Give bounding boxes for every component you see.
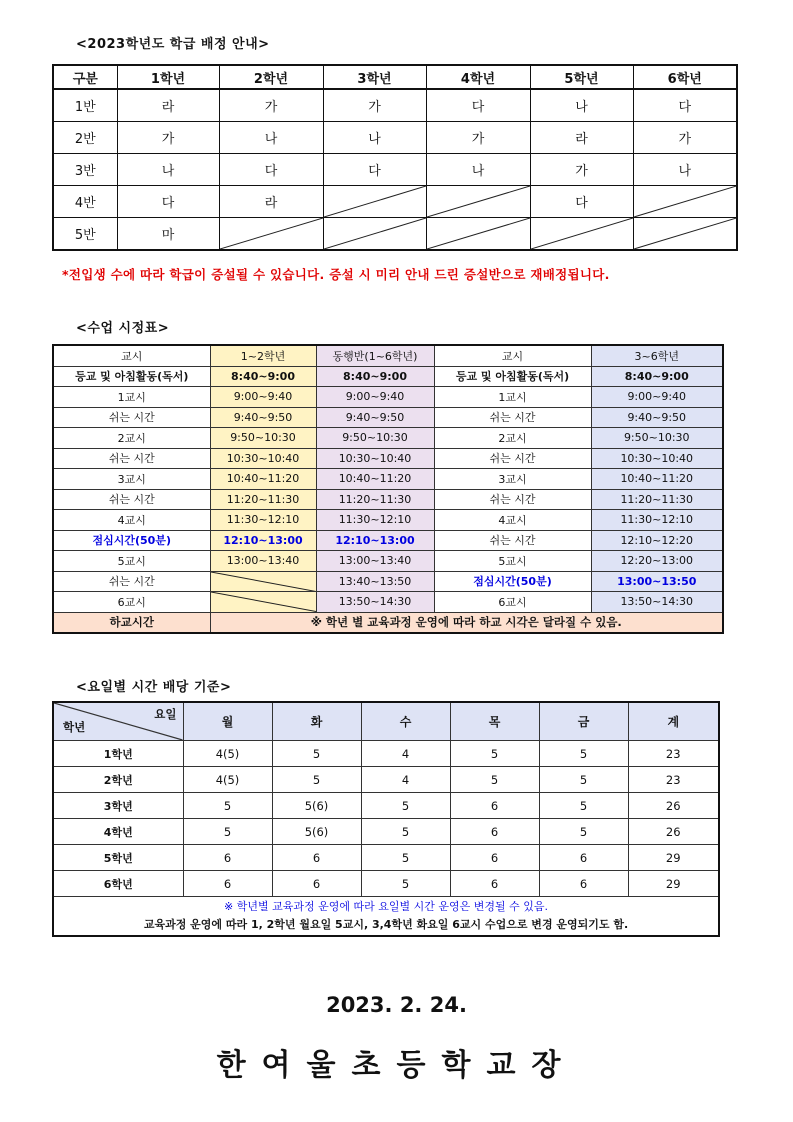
hours-cell: 5: [450, 741, 539, 767]
time-cell: 10:30~10:40: [210, 448, 316, 469]
table-row: [53, 793, 719, 819]
column-header: 6학년: [633, 65, 737, 89]
hours-cell: 5: [183, 819, 272, 845]
table-cell: 가: [323, 89, 426, 122]
table-row: [53, 767, 719, 793]
notes-row: [53, 897, 719, 937]
hours-cell: 5: [361, 819, 450, 845]
hours-cell: 5: [450, 767, 539, 793]
table-cell: 나: [117, 154, 219, 186]
table-row: [53, 186, 737, 218]
weekly-hours-title: <요일별 시간 배당 기준>: [76, 680, 232, 695]
period-cell: 등교 및 아침활동(독서): [434, 366, 591, 387]
column-header: 2학년: [219, 65, 323, 89]
period-cell: 2교시: [434, 428, 591, 449]
table-row: [53, 489, 723, 510]
dismissal-row: [53, 612, 723, 633]
hours-cell: 26: [628, 793, 719, 819]
hours-cell: 29: [628, 871, 719, 897]
class-assignment-table: [52, 64, 738, 251]
table-row: [53, 819, 719, 845]
grade-cell: 3학년: [53, 793, 183, 819]
hours-cell: 6: [183, 871, 272, 897]
time-cell: 8:40~9:00: [591, 366, 723, 387]
column-header: 구분: [53, 65, 117, 89]
hours-cell: 5: [361, 871, 450, 897]
empty-cell: [633, 218, 737, 251]
hours-cell: 5(6): [272, 819, 361, 845]
hours-cell: 6: [450, 819, 539, 845]
table-row: [53, 551, 723, 572]
column-header: 화: [272, 702, 361, 741]
hours-cell: 4(5): [183, 741, 272, 767]
table-row: [53, 571, 723, 592]
schedule-change-note: ※ 학년별 교육과정 운영에 따라 요일별 시간 운영은 변경될 수 있음.: [224, 900, 548, 913]
table-row: [53, 871, 719, 897]
period-cell: 쉬는 시간: [434, 407, 591, 428]
diagonal-line: [324, 186, 426, 217]
empty-cell: [426, 218, 530, 251]
grade-cell: 1학년: [53, 741, 183, 767]
schedule-title: <수업 시정표>: [76, 321, 170, 336]
time-cell: 12:10~12:20: [591, 530, 723, 551]
column-header: 5학년: [530, 65, 633, 89]
document-date: 2023. 2. 24.: [326, 993, 467, 1017]
column-header: 4학년: [426, 65, 530, 89]
hours-cell: 23: [628, 741, 719, 767]
grade-cell: 6학년: [53, 871, 183, 897]
period-cell: 5교시: [53, 551, 210, 572]
period-cell: 쉬는 시간: [53, 407, 210, 428]
hours-cell: 6: [450, 871, 539, 897]
period-cell: 점심시간(50분): [434, 571, 591, 592]
table-header-row: [53, 65, 737, 89]
dismissal-label: 하교시간: [53, 612, 210, 633]
time-cell: 10:30~10:40: [591, 448, 723, 469]
period-cell: 4교시: [53, 510, 210, 531]
period-cell: 쉬는 시간: [434, 448, 591, 469]
table-cell: 라: [117, 89, 219, 122]
table-cell: 다: [426, 89, 530, 122]
empty-cell: [219, 218, 323, 251]
table-header-row: [53, 702, 719, 741]
table-cell: 마: [117, 218, 219, 251]
diagonal-line: [634, 186, 737, 217]
time-cell: 9:40~9:50: [210, 407, 316, 428]
empty-cell: [323, 218, 426, 251]
column-header: 계: [628, 702, 719, 741]
time-cell: 9:50~10:30: [591, 428, 723, 449]
time-cell: 11:30~12:10: [210, 510, 316, 531]
period-cell: 1교시: [53, 387, 210, 408]
hours-cell: 4(5): [183, 767, 272, 793]
table-row: [53, 530, 723, 551]
table-cell: 다: [530, 186, 633, 218]
diagonal-line: [634, 218, 737, 249]
period-cell: 쉬는 시간: [53, 448, 210, 469]
schedule-table: [52, 344, 724, 634]
time-cell: 11:20~11:30: [210, 489, 316, 510]
table-row: [53, 89, 737, 122]
hours-cell: 5: [361, 793, 450, 819]
operation-note: 교육과정 운영에 따라 1, 2학년 월요일 5교시, 3,4학년 화요일 6교시 수업으로 변경 운영되기도 함.: [143, 918, 629, 931]
time-cell: 10:40~11:20: [316, 469, 434, 490]
table-row: [53, 366, 723, 387]
empty-cell: [426, 186, 530, 218]
column-header: 월: [183, 702, 272, 741]
hours-cell: 5: [272, 741, 361, 767]
column-header: 1학년: [117, 65, 219, 89]
period-cell: 등교 및 아침활동(독서): [53, 366, 210, 387]
empty-cell: [210, 592, 316, 613]
corner-grade-label: 학년: [63, 720, 86, 734]
diagonal-line: [427, 186, 530, 217]
notes-cell: [53, 897, 719, 937]
time-cell: 12:10~13:00: [210, 530, 316, 551]
time-cell: 10:40~11:20: [210, 469, 316, 490]
table-cell: 나: [530, 89, 633, 122]
table-cell: 가: [117, 122, 219, 154]
empty-cell: [633, 186, 737, 218]
class-assignment-title: <2023학년도 학급 배정 안내>: [76, 37, 270, 52]
period-cell: 6교시: [53, 592, 210, 613]
table-row: [53, 218, 737, 251]
table-row: [53, 845, 719, 871]
hours-cell: 6: [450, 793, 539, 819]
weekly-hours-table: [52, 701, 720, 937]
column-header: 교시: [53, 345, 210, 366]
table-row: [53, 510, 723, 531]
column-header: 3~6학년: [591, 345, 723, 366]
hours-cell: 5: [539, 767, 628, 793]
principal-signature: 한여울초등학교장: [216, 1048, 577, 1083]
time-cell: 9:00~9:40: [591, 387, 723, 408]
row-header-cell: 4반: [53, 186, 117, 218]
time-cell: 9:00~9:40: [316, 387, 434, 408]
time-cell: 9:50~10:30: [316, 428, 434, 449]
hours-cell: 4: [361, 741, 450, 767]
time-cell: 10:40~11:20: [591, 469, 723, 490]
time-cell: 11:30~12:10: [591, 510, 723, 531]
table-row: [53, 387, 723, 408]
grade-cell: 5학년: [53, 845, 183, 871]
table-cell: 나: [219, 122, 323, 154]
hours-cell: 5: [361, 845, 450, 871]
table-cell: 가: [633, 122, 737, 154]
transfer-note: *전입생 수에 따라 학급이 증설될 수 있습니다. 증설 시 미리 안내 드린 증설반으로 재배정됩니다.: [62, 267, 610, 282]
period-cell: 3교시: [434, 469, 591, 490]
column-header: 1~2학년: [210, 345, 316, 366]
period-cell: 4교시: [434, 510, 591, 531]
dismissal-note: ※ 학년 별 교육과정 운영에 따라 하교 시각은 달라질 수 있음.: [210, 612, 723, 633]
diagonal-line: [324, 218, 426, 249]
diagonal-line: [427, 218, 530, 249]
table-cell: 가: [530, 154, 633, 186]
table-cell: 라: [219, 186, 323, 218]
table-row: [53, 428, 723, 449]
time-cell: 10:30~10:40: [316, 448, 434, 469]
period-cell: 1교시: [434, 387, 591, 408]
table-cell: 나: [633, 154, 737, 186]
diagonal-line: [211, 592, 316, 612]
time-cell: 9:40~9:50: [591, 407, 723, 428]
table-row: [53, 741, 719, 767]
time-cell: 13:00~13:50: [591, 571, 723, 592]
period-cell: 5교시: [434, 551, 591, 572]
table-cell: 가: [219, 89, 323, 122]
time-cell: 12:10~13:00: [316, 530, 434, 551]
hours-cell: 6: [183, 845, 272, 871]
hours-cell: 6: [539, 871, 628, 897]
hours-cell: 6: [272, 845, 361, 871]
hours-cell: 6: [272, 871, 361, 897]
hours-cell: 5: [539, 793, 628, 819]
column-header: 금: [539, 702, 628, 741]
hours-cell: 5: [272, 767, 361, 793]
period-cell: 점심시간(50분): [53, 530, 210, 551]
period-cell: 쉬는 시간: [434, 489, 591, 510]
corner-day-label: 요일: [154, 707, 177, 721]
table-cell: 다: [633, 89, 737, 122]
hours-cell: 6: [450, 845, 539, 871]
table-cell: 가: [426, 122, 530, 154]
time-cell: 13:50~14:30: [591, 592, 723, 613]
table-cell: 다: [323, 154, 426, 186]
column-header: 교시: [434, 345, 591, 366]
row-header-cell: 5반: [53, 218, 117, 251]
hours-cell: 4: [361, 767, 450, 793]
table-row: [53, 122, 737, 154]
corner-header: [53, 702, 183, 741]
hours-cell: 29: [628, 845, 719, 871]
table-row: [53, 448, 723, 469]
grade-cell: 4학년: [53, 819, 183, 845]
table-cell: 다: [117, 186, 219, 218]
table-cell: 나: [426, 154, 530, 186]
period-cell: 6교시: [434, 592, 591, 613]
column-header: 수: [361, 702, 450, 741]
time-cell: 13:40~13:50: [316, 571, 434, 592]
period-cell: 쉬는 시간: [53, 489, 210, 510]
time-cell: 11:30~12:10: [316, 510, 434, 531]
column-header: 동행반(1~6학년): [316, 345, 434, 366]
time-cell: 13:00~13:40: [210, 551, 316, 572]
table-row: [53, 592, 723, 613]
period-cell: 쉬는 시간: [53, 571, 210, 592]
row-header-cell: 2반: [53, 122, 117, 154]
empty-cell: [323, 186, 426, 218]
time-cell: 8:40~9:00: [210, 366, 316, 387]
table-row: [53, 407, 723, 428]
hours-cell: 5: [183, 793, 272, 819]
time-cell: 12:20~13:00: [591, 551, 723, 572]
hours-cell: 5: [539, 819, 628, 845]
empty-cell: [530, 218, 633, 251]
row-header-cell: 1반: [53, 89, 117, 122]
empty-cell: [210, 571, 316, 592]
grade-cell: 2학년: [53, 767, 183, 793]
table-row: [53, 154, 737, 186]
time-cell: 11:20~11:30: [316, 489, 434, 510]
diagonal-line: [220, 218, 323, 249]
column-header: 3학년: [323, 65, 426, 89]
time-cell: 9:50~10:30: [210, 428, 316, 449]
time-cell: 11:20~11:30: [591, 489, 723, 510]
period-cell: 3교시: [53, 469, 210, 490]
hours-cell: 6: [539, 845, 628, 871]
row-header-cell: 3반: [53, 154, 117, 186]
table-cell: 다: [219, 154, 323, 186]
table-header-row: [53, 345, 723, 366]
table-cell: 나: [323, 122, 426, 154]
time-cell: 8:40~9:00: [316, 366, 434, 387]
diagonal-line: [211, 572, 316, 592]
time-cell: 9:40~9:50: [316, 407, 434, 428]
period-cell: 2교시: [53, 428, 210, 449]
table-cell: 라: [530, 122, 633, 154]
hours-cell: 5: [539, 741, 628, 767]
diagonal-line: [531, 218, 633, 249]
column-header: 목: [450, 702, 539, 741]
time-cell: 13:50~14:30: [316, 592, 434, 613]
period-cell: 쉬는 시간: [434, 530, 591, 551]
hours-cell: 26: [628, 819, 719, 845]
time-cell: 13:00~13:40: [316, 551, 434, 572]
time-cell: 9:00~9:40: [210, 387, 316, 408]
hours-cell: 23: [628, 767, 719, 793]
hours-cell: 5(6): [272, 793, 361, 819]
table-row: [53, 469, 723, 490]
